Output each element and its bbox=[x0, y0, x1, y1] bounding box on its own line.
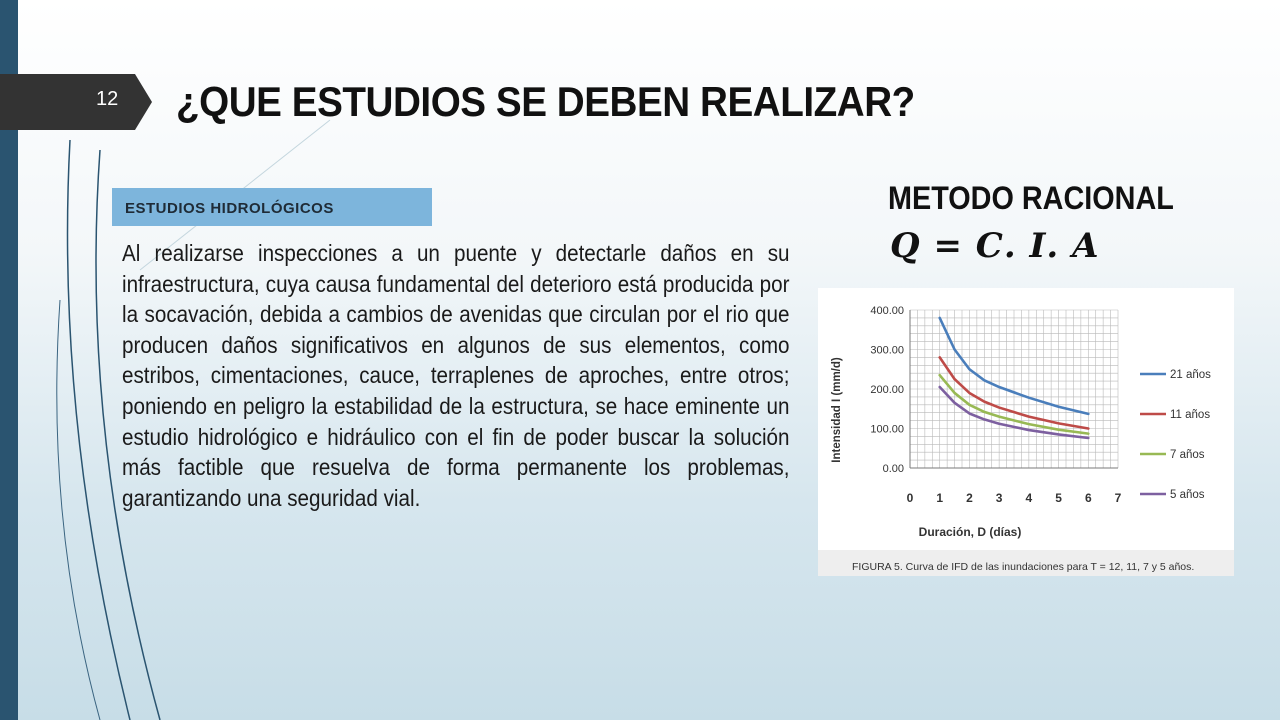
ifd-chart bbox=[818, 288, 1234, 576]
body-paragraph: Al realizarse inspecciones a un puente y detectarle daños en su infraestructura, cuya causa fundamental del deterioro está producida por la socavación, debida a cambios de avenidas que circulan por el rio que producen daños significativos en algunos de sus elementos, como estribos, cimentaciones, cauce, terraplenes de aproches, entre otros; poniendo en peligro la estabilidad de la estructura, se hace eminente un estudio hidrológico e hidráulico con el fin de poder buscar la solución más factible que resuelva de forma permanente los problemas, garantizando una seguridad vial. bbox=[122, 240, 790, 511]
section-label: ESTUDIOS HIDROLÓGICOS bbox=[112, 188, 432, 226]
chart-legend bbox=[1140, 369, 1211, 501]
x-tick-label: 5 bbox=[1055, 491, 1062, 505]
x-tick-label: 1 bbox=[936, 491, 944, 505]
chart-caption: FIGURA 5. Curva de IFD de las inundaciones para T = 12, 11, 7 y 5 años. bbox=[852, 561, 1195, 573]
decorative-curve-1 bbox=[68, 140, 131, 720]
slide-number-tab bbox=[0, 74, 152, 130]
y-tick-label: 400.00 bbox=[870, 305, 904, 317]
y-axis-label: Intensidad I (mm/d) bbox=[831, 357, 843, 463]
x-tick-label: 7 bbox=[1114, 491, 1122, 505]
x-tick-label: 2 bbox=[966, 491, 973, 505]
y-tick-label: 0.00 bbox=[882, 463, 904, 475]
x-tick-label: 3 bbox=[995, 491, 1003, 505]
legend-label: 11 años bbox=[1170, 409, 1211, 421]
slide-number: 12 bbox=[96, 88, 119, 110]
y-tick-label: 100.00 bbox=[870, 423, 904, 436]
y-tick-label: 300.00 bbox=[870, 344, 904, 357]
y-tick-label: 200.00 bbox=[870, 384, 904, 396]
x-tick-label: 0 bbox=[906, 491, 914, 505]
decorative-curve-3 bbox=[57, 300, 100, 720]
slide-title: ¿QUE ESTUDIOS SE DEBEN REALIZAR? bbox=[176, 78, 915, 125]
x-tick-label: 4 bbox=[1025, 491, 1033, 505]
legend-label: 7 años bbox=[1170, 449, 1205, 461]
legend-label: 21 años bbox=[1170, 369, 1211, 381]
legend-label: 5 años bbox=[1170, 489, 1205, 501]
method-title: METODO RACIONAL bbox=[888, 180, 1174, 216]
ifd-chart-svg bbox=[818, 288, 1234, 576]
x-tick-label: 6 bbox=[1084, 491, 1092, 505]
rational-method-formula: 𝑸 = 𝑪. 𝑰. 𝑨 bbox=[890, 226, 1100, 266]
x-axis-label: Duración, D (días) bbox=[918, 525, 1022, 539]
